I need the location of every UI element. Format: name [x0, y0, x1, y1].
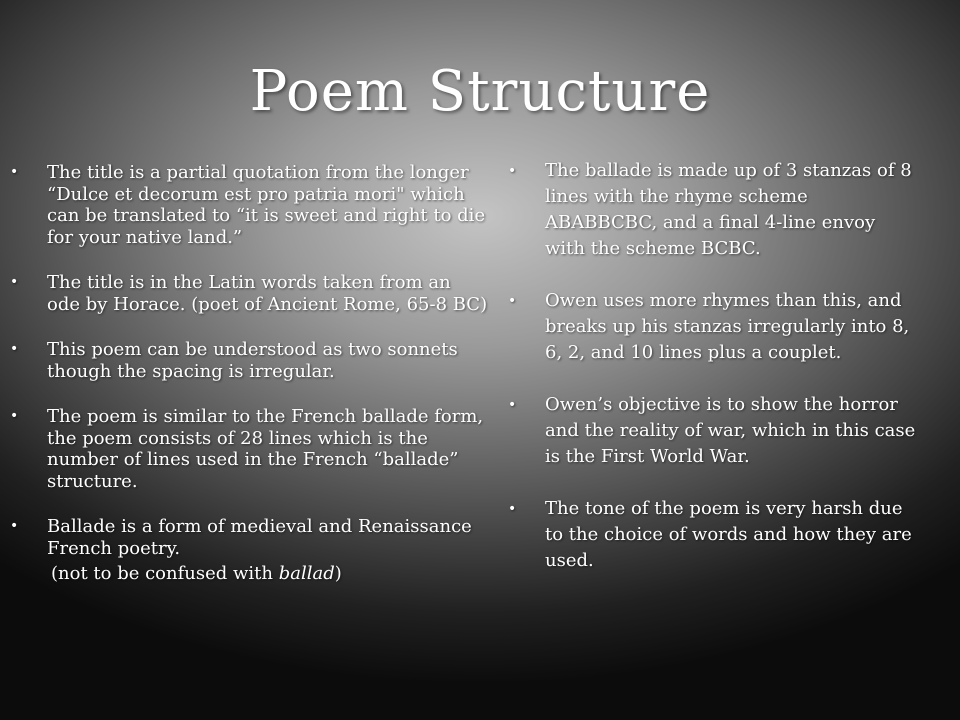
- bullet-icon: •: [508, 163, 517, 179]
- bullet-icon: •: [508, 397, 517, 413]
- bullet-icon: •: [10, 274, 19, 290]
- subnote-prefix: (not to be confused with: [51, 563, 279, 584]
- ballad-subnote: [47, 563, 488, 585]
- bullet-icon: •: [10, 518, 19, 534]
- right-bullet-item-2: [508, 288, 918, 366]
- bullet-text: The poem is similar to the French ballade form, the poem consists of 28 lines which is the number of lines used in the French “ballade” structure.: [47, 406, 484, 492]
- bullet-text: The title is in the Latin words taken from an ode by Horace. (poet of Ancient Rome, 65-8 BC): [47, 272, 488, 315]
- right-bullet-item-3: [508, 392, 918, 470]
- bullet-text: Owen’s objective is to show the horror and the reality of war, which in this case is the First World War.: [545, 394, 916, 467]
- bullet-text: Ballade is a form of medieval and Renaissance French poetry.: [47, 516, 472, 559]
- bullet-text: This poem can be understood as two sonnets though the spacing is irregular.: [47, 339, 458, 382]
- left-bullet-item-1: [10, 162, 488, 248]
- subnote-suffix: ): [334, 563, 342, 584]
- right-bullet-item-4: [508, 496, 918, 574]
- left-bullet-list: [10, 162, 488, 585]
- bullet-text: The tone of the poem is very harsh due to the choice of words and how they are used.: [545, 498, 912, 571]
- bullet-icon: •: [508, 501, 517, 517]
- bullet-icon: •: [10, 408, 19, 424]
- bullet-text: The title is a partial quotation from the longer “Dulce et decorum est pro patria mori" which can be translated to “it is sweet and right to die for your native land.”: [47, 162, 486, 248]
- left-bullet-item-2: [10, 272, 488, 315]
- right-bullet-item-1: [508, 158, 918, 262]
- left-bullet-item-5: [10, 516, 488, 585]
- bullet-icon: •: [508, 293, 517, 309]
- left-bullet-item-4: [10, 406, 488, 492]
- bullet-icon: •: [10, 341, 19, 357]
- bullet-icon: •: [10, 164, 19, 180]
- subnote-emphasis: ballad: [278, 563, 335, 584]
- right-bullet-list: [508, 158, 918, 574]
- left-bullet-item-3: [10, 339, 488, 382]
- bullet-text: The ballade is made up of 3 stanzas of 8 lines with the rhyme scheme ABABBCBC, and a final 4-line envoy with the scheme BCBC.: [545, 160, 912, 259]
- slide-title: Poem Structure: [249, 59, 711, 124]
- bullet-text: Owen uses more rhymes than this, and breaks up his stanzas irregularly into 8, 6, 2, and 10 lines plus a couplet.: [545, 290, 910, 363]
